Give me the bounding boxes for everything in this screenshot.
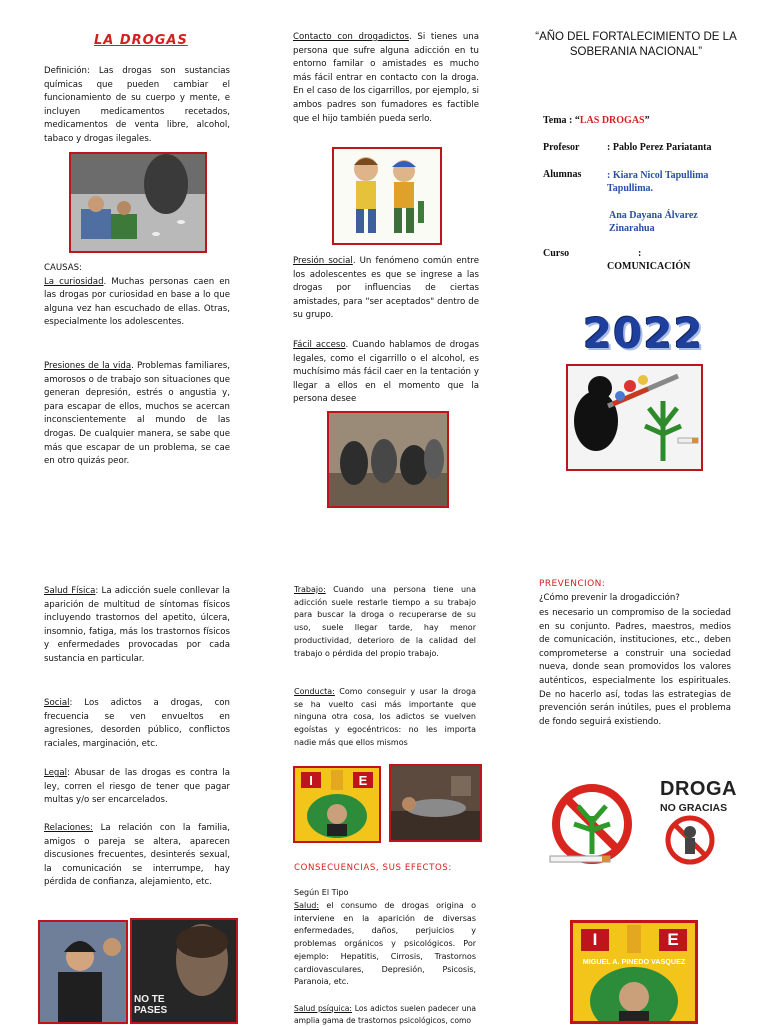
psychic-health-block: [294, 1003, 476, 1027]
topic-close: ”: [644, 115, 650, 126]
contact-block: [293, 31, 479, 126]
year-motto: “AÑO DEL FORTALECIMIENTO DE LA SOBERANIA NACIONAL”: [535, 31, 737, 58]
brochure-title: LA DROGAS: [94, 33, 188, 48]
psychic-health-label: Salud psíquica:: [294, 1004, 352, 1013]
student-one: : Kiara Nicol Tapullima Tapullima.: [607, 170, 709, 194]
no-thanks-word: NO GRACIAS: [660, 802, 728, 814]
anti-drug-poster: [130, 918, 238, 1024]
contact-label: Contacto con drogadictos: [293, 32, 409, 42]
work-label: Trabajo:: [294, 585, 326, 594]
pressure-text: . Problemas familiares, amorosos o de trabajo son situaciones que generan depresión, estrés o angustia y, para escapar de ellos, muchos se acercan inconscientemente al mundo de las drogas. De cualquier manera, se sabe que más que escapar de un problema, se cae en otro quizás peor.: [44, 361, 230, 467]
school-badge-small: [293, 766, 381, 843]
course-label: Curso: [543, 248, 570, 259]
work-text: Cuando una persona tiene una adicción suele restarle tiempo a su trabajo para buscar la droga o recuperarse de su uso, suele llegar tarde, hay menor productividad, deterioro de la calidad del trabajo o pérdida del propio trabajo.: [294, 585, 476, 658]
cartoon-kids-smoking: [332, 147, 442, 245]
social-label: Social: [44, 698, 70, 708]
contact-text: . Si tienes una persona que sufre alguna adicción en tu entorno familar o amistades es mucho más fácil entrar en contacto con la droga. En el caso de los cigarrillos, por ejemplo, si ambos padres son fumadores es factible que el hijo también pueda serlo.: [293, 32, 479, 124]
consequences-heading: CONSECUENCIAS, SUS EFECTOS:: [294, 863, 452, 873]
social-text: : Los adictos a drogas, con frecuencia se ven envueltos en agresiones, desorden público, conflictos raciales, marginación, etc.: [44, 698, 230, 749]
behavior-block: [294, 686, 476, 750]
course-colon: :: [638, 248, 642, 259]
big-year: 2022: [583, 309, 704, 358]
drugs-collage: [566, 364, 703, 471]
topic-label: Tema : “: [543, 115, 580, 126]
physical-health-label: Salud Física: [44, 586, 96, 596]
badge-large-e: E: [667, 930, 679, 949]
photo-drug-users: [69, 152, 207, 253]
pressure-block: [44, 360, 230, 469]
relationships-label: Relaciones:: [44, 823, 94, 833]
topic-line: [543, 115, 650, 126]
by-type: Según El Tipo: [294, 888, 349, 897]
droga-word: DROGA: [660, 778, 737, 800]
students-label: Alumnas: [543, 169, 582, 180]
prevention-question: ¿Cómo prevenir la drogadicción?: [539, 593, 680, 603]
teacher-label: Profesor: [543, 142, 580, 153]
definition-text: Definición: Las drogas son sustancias químicas que pueden cambiar el funcionamiento de su cuerpo y mente, e incluyen medicamentos recetados, medicamentos de venta libre, alcohol, tabaco y drogas ilegales.: [44, 66, 230, 144]
badge-school-name: MIGUEL A. PINEDO VASQUEZ: [582, 957, 686, 966]
topic-value: LAS DROGAS: [579, 115, 645, 126]
social-pressure-text: . Un fenómeno común entre los adolescentes es que se ingrese a las drogas por influencias de ciertas amistades, para "ser aceptados" dentro de su grupo.: [293, 256, 479, 321]
photo-person-lying: [389, 764, 482, 842]
poster-caption: NO TE PASES: [134, 994, 168, 1016]
easy-access-text: . Cuando hablamos de drogas legales, como el cigarrillo o el alcohol, es muchísimo más fácil caer en la tentación y llegar a ellos en el momento que la persona desee: [293, 340, 479, 405]
prevention-text: es necesario un compromiso de la sociedad en su conjunto. Padres, maestros, medios de comunicación, instituciones, etc., deben comprometerse a construir una sociedad nueva, donde sean promovidos los valores auténticos, especialmente los espirituales. De no hacerlo así, todas las estrategias de prevención serán inútiles, pues el problema de fondo seguirá existiendo.: [539, 608, 731, 727]
causes-block: [44, 262, 230, 330]
health-block: [294, 900, 476, 989]
course-name: COMUNICACIÓN: [607, 261, 691, 272]
behavior-label: Conducta:: [294, 687, 335, 696]
physical-health-block: [44, 585, 230, 667]
badge-small-i: I: [309, 773, 313, 788]
easy-access-block: [293, 339, 479, 407]
legal-block: [44, 767, 230, 808]
relationships-text: La relación con la familia, amigos o pareja se altera, aparecen discusiones frecuentes, desinterés sexual, la comunicación se interrumpe, hay pérdida de confianza, alejamiento, etc.: [44, 823, 230, 888]
teacher-name: : Pablo Perez Pariatanta: [607, 142, 712, 153]
legal-text: : Abusar de las drogas es contra la ley, corren el riesgo de tener que pagar multas y/o ser encarcelados.: [44, 768, 230, 806]
pressure-label: Presiones de la vida: [44, 361, 132, 371]
photo-teens: [38, 920, 128, 1024]
no-drugs-graphic: [540, 776, 735, 872]
prevention-heading: PREVENCION:: [539, 579, 606, 589]
curiosity-label: La curiosidad: [44, 276, 104, 287]
photo-youth-group: [327, 411, 449, 508]
social-pressure-block: [293, 255, 479, 323]
badge-large-i: I: [592, 930, 598, 949]
causes-heading: CAUSAS:: [44, 263, 83, 273]
health-text: el consumo de drogas origina o interviene en la aparición de diversas enfermedades, daños, perjuicios y problemas orgánicos y psicológicos. Por ejemplo: Hepatitis, Cirrosis, Trastornos cardiovasculares, Depresión, Psicosis, Paranoia, etc.: [294, 901, 476, 987]
social-block: [44, 697, 230, 751]
easy-access-label: Fácil acceso: [293, 340, 346, 350]
work-block: [294, 584, 476, 660]
curiosity-text: . Muchas personas caen en las drogas por curiosidad en base a lo que alguna vez han escuchado de ellas. Otras, especialmente los adolescentes.: [44, 276, 230, 328]
legal-label: Legal: [44, 768, 68, 778]
relationships-block: [44, 822, 230, 890]
physical-health-text: : La adicción suele conllevar la aparición de multitud de síntomas físicos incluyendo trastornos del apetito, úlcera, insomnio, fatiga, más los trastornos físicos y enfermedades provocadas por cada sustancia en particular.: [44, 586, 230, 664]
health-label: Salud:: [294, 901, 320, 910]
social-pressure-label: Presión social: [293, 256, 353, 266]
psychic-health-text: Los adictos suelen padecer una amplia gama de trastornos psicológicos, como: [294, 1004, 476, 1025]
badge-small-e: E: [358, 773, 368, 788]
behavior-text: Como conseguir y usar la droga se ha vuelto casi más importante que ninguna otra cosa, los adictos se vuelven egoístas y egocéntricos: no les importa nadie más que ellos mismos: [294, 687, 476, 747]
student-two: Ana Dayana Álvarez Zinarahua: [609, 210, 698, 234]
school-badge-large: [570, 920, 698, 1024]
